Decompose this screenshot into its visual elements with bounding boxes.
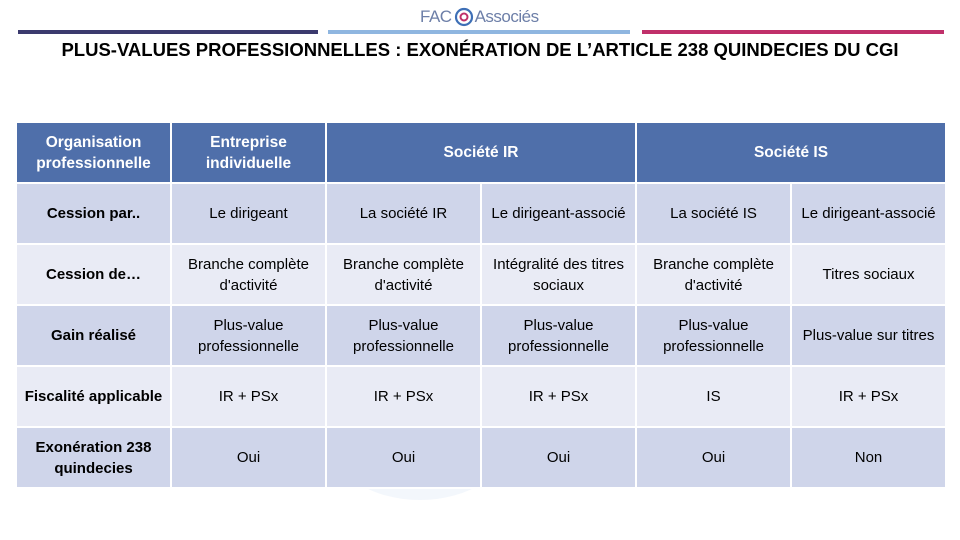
brand-name-left: FAC bbox=[420, 7, 452, 26]
brand-logo bbox=[420, 6, 539, 28]
table-cell: La société IS bbox=[636, 183, 791, 244]
table-cell: Oui bbox=[636, 427, 791, 488]
header-societe-ir: Société IR bbox=[326, 122, 636, 183]
table-cell: Intégralité des titres sociaux bbox=[481, 244, 636, 305]
table-cell: IR + PSx bbox=[171, 366, 326, 427]
header-entreprise-individuelle: Entreprise individuelle bbox=[171, 122, 326, 183]
decorative-bar-left bbox=[18, 30, 318, 34]
table-cell: Titres sociaux bbox=[791, 244, 946, 305]
row-label: Cession par.. bbox=[16, 183, 171, 244]
table-cell: Branche complète d'activité bbox=[171, 244, 326, 305]
brand-logo-icon bbox=[454, 7, 474, 27]
table-row bbox=[16, 427, 946, 488]
table-cell: IS bbox=[636, 366, 791, 427]
table-cell: IR + PSx bbox=[326, 366, 481, 427]
table-row bbox=[16, 366, 946, 427]
table-cell: IR + PSx bbox=[481, 366, 636, 427]
comparison-table bbox=[15, 121, 947, 489]
row-label: Exonération 238 quindecies bbox=[16, 427, 171, 488]
brand-name-right: Associés bbox=[474, 7, 539, 26]
table-cell: La société IR bbox=[326, 183, 481, 244]
table-cell: Plus-value professionnelle bbox=[326, 305, 481, 366]
table-cell: Le dirigeant-associé bbox=[791, 183, 946, 244]
table-cell: IR + PSx bbox=[791, 366, 946, 427]
table-cell: Branche complète d'activité bbox=[326, 244, 481, 305]
table-cell: Plus-value sur titres bbox=[791, 305, 946, 366]
header-organisation: Organisation professionnelle bbox=[16, 122, 171, 183]
table-cell: Oui bbox=[326, 427, 481, 488]
row-label: Fiscalité applicable bbox=[16, 366, 171, 427]
page-title: PLUS-VALUES PROFESSIONNELLES : EXONÉRATION DE L’ARTICLE 238 QUINDECIES DU CGI bbox=[61, 39, 899, 60]
table-cell: Plus-value professionnelle bbox=[636, 305, 791, 366]
table-header-row bbox=[16, 122, 946, 183]
table-row bbox=[16, 305, 946, 366]
table-row bbox=[16, 183, 946, 244]
table-cell: Non bbox=[791, 427, 946, 488]
table-cell: Plus-value professionnelle bbox=[171, 305, 326, 366]
decorative-bar-middle bbox=[328, 30, 630, 34]
row-label: Cession de… bbox=[16, 244, 171, 305]
row-label: Gain réalisé bbox=[16, 305, 171, 366]
header-societe-is: Société IS bbox=[636, 122, 946, 183]
table-cell: Branche complète d'activité bbox=[636, 244, 791, 305]
table-cell: Le dirigeant bbox=[171, 183, 326, 244]
table-row bbox=[16, 244, 946, 305]
table-cell: Oui bbox=[171, 427, 326, 488]
table-cell: Plus-value professionnelle bbox=[481, 305, 636, 366]
decorative-bar-right bbox=[642, 30, 944, 34]
table-cell: Oui bbox=[481, 427, 636, 488]
table-cell: Le dirigeant-associé bbox=[481, 183, 636, 244]
